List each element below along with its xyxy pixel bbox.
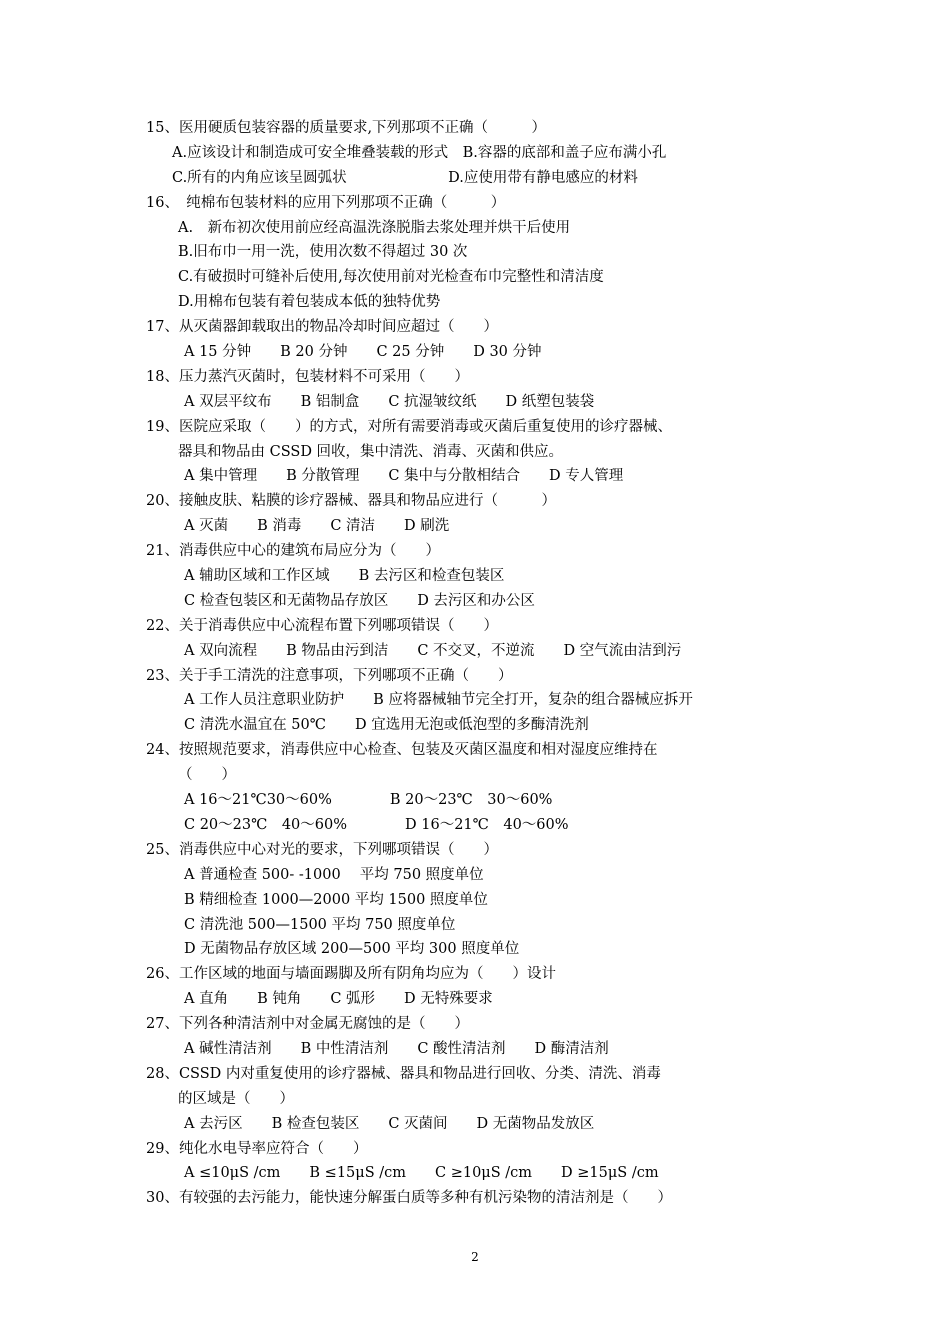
question-option-line: D.用棉布包装有着包装成本低的独特优势 xyxy=(178,294,441,311)
question-option-line: （ ） xyxy=(178,767,236,784)
question-stem: 20、接触皮肤、粘膜的诊疗器械、器具和物品应进行（ ） xyxy=(146,493,556,510)
question-option-line: A 普通检查 500- -1000 平均 750 照度单位 xyxy=(184,866,484,883)
question-option-line: A 直角 B 钝角 C 弧形 D 无特殊要求 xyxy=(184,991,493,1008)
question-stem: 28、CSSD 内对重复使用的诊疗器械、器具和物品进行回收、分类、清洗、消毒 xyxy=(146,1065,661,1082)
question-option-line: B.旧布巾一用一洗，使用次数不得超过 30 次 xyxy=(178,244,468,261)
question-stem: 29、纯化水电导率应符合（ ） xyxy=(146,1140,368,1157)
question-option-line: A. 新布初次使用前应经高温洗涤脱脂去浆处理并烘干后使用 xyxy=(178,219,571,236)
question-stem: 19、医院应采取（ ）的方式，对所有需要消毒或灭菌后重复使用的诊疗器械、 xyxy=(146,418,672,435)
question-option-line: A.应该设计和制造成可安全堆叠装载的形式 B.容器的底部和盖子应布满小孔 xyxy=(172,144,667,161)
question-option-line: A 工作人员注意职业防护 B 应将器械轴节完全打开，复杂的组合器械应拆开 xyxy=(184,692,693,709)
question-stem: 16、 纯棉布包装材料的应用下列那项不正确（ ） xyxy=(146,194,506,211)
question-option-line: A ≤10μS /cm B ≤15μS /cm C ≥10μS /cm D ≥15μS /cm xyxy=(184,1165,659,1182)
question-stem: 27、下列各种清洁剂中对金属无腐蚀的是（ ） xyxy=(146,1016,469,1033)
question-stem: 30、有较强的去污能力，能快速分解蛋白质等多种有机污染物的清洁剂是（ ） xyxy=(146,1190,672,1207)
question-stem: 18、压力蒸汽灭菌时，包装材料不可采用（ ） xyxy=(146,368,469,385)
question-list xyxy=(146,116,786,1211)
question-stem: 22、关于消毒供应中心流程布置下列哪项错误（ ） xyxy=(146,617,498,634)
question-option-line: B 精细检查 1000—2000 平均 1500 照度单位 xyxy=(184,891,488,908)
question-option-line: A 灭菌 B 消毒 C 清洁 D 刷洗 xyxy=(184,518,450,535)
question-option-line: A 集中管理 B 分散管理 C 集中与分散相结合 D 专人管理 xyxy=(184,468,624,485)
question-stem: 23、关于手工清洗的注意事项，下列哪项不正确（ ） xyxy=(146,667,513,684)
question-stem: 15、医用硬质包装容器的质量要求,下列那项不正确（ ） xyxy=(146,120,547,136)
page-number: 2 xyxy=(471,1250,479,1264)
question-option-line: C.所有的内角应该呈圆弧状 D.应使用带有静电感应的材料 xyxy=(172,169,638,186)
question-stem: 21、消毒供应中心的建筑布局应分为（ ） xyxy=(146,543,440,560)
question-option-line: 的区域是（ ） xyxy=(178,1090,294,1107)
question-option-line: C 清洗池 500—1500 平均 750 照度单位 xyxy=(184,916,456,933)
question-option-line: C 检查包装区和无菌物品存放区 D 去污区和办公区 xyxy=(184,592,535,609)
question-option-line: A 双层平纹布 B 铝制盒 C 抗湿皱纹纸 D 纸塑包装袋 xyxy=(184,393,595,410)
question-option-line: A 碱性清洁剂 B 中性清洁剂 C 酸性清洁剂 D 酶清洁剂 xyxy=(184,1040,609,1057)
question-option-line: A 辅助区域和工作区域 B 去污区和检查包装区 xyxy=(184,568,505,585)
question-option-line: C.有破损时可缝补后使用,每次使用前对光检查布巾完整性和清洁度 xyxy=(178,269,604,286)
question-option-line: A 双向流程 B 物品由污到洁 C 不交叉，不逆流 D 空气流由洁到污 xyxy=(184,642,682,659)
question-option-line: C 20～23℃ 40～60% D 16～21℃ 40～60% xyxy=(184,816,569,833)
question-option-line: D 无菌物品存放区域 200—500 平均 300 照度单位 xyxy=(184,941,520,958)
question-option-line: A 15 分钟 B 20 分钟 C 25 分钟 D 30 分钟 xyxy=(184,344,542,361)
question-option-line: A 去污区 B 检查包装区 C 灭菌间 D 无菌物品发放区 xyxy=(184,1115,595,1132)
question-option-line: C 清洗水温宜在 50℃ D 宜选用无泡或低泡型的多酶清洗剂 xyxy=(184,717,589,734)
question-stem: 17、从灭菌器卸载取出的物品冷却时间应超过（ ） xyxy=(146,319,498,336)
question-stem: 25、消毒供应中心对光的要求，下列哪项错误（ ） xyxy=(146,841,498,858)
question-stem: 24、按照规范要求，消毒供应中心检查、包装及灭菌区温度和相对湿度应维持在 xyxy=(146,742,658,759)
question-option-line: 器具和物品由 CSSD 回收，集中清洗、消毒、灭菌和供应。 xyxy=(178,443,564,460)
question-stem: 26、工作区域的地面与墙面踢脚及所有阴角均应为（ ）设计 xyxy=(146,966,556,983)
question-option-line: A 16～21℃30～60% B 20～23℃ 30～60% xyxy=(184,792,553,809)
